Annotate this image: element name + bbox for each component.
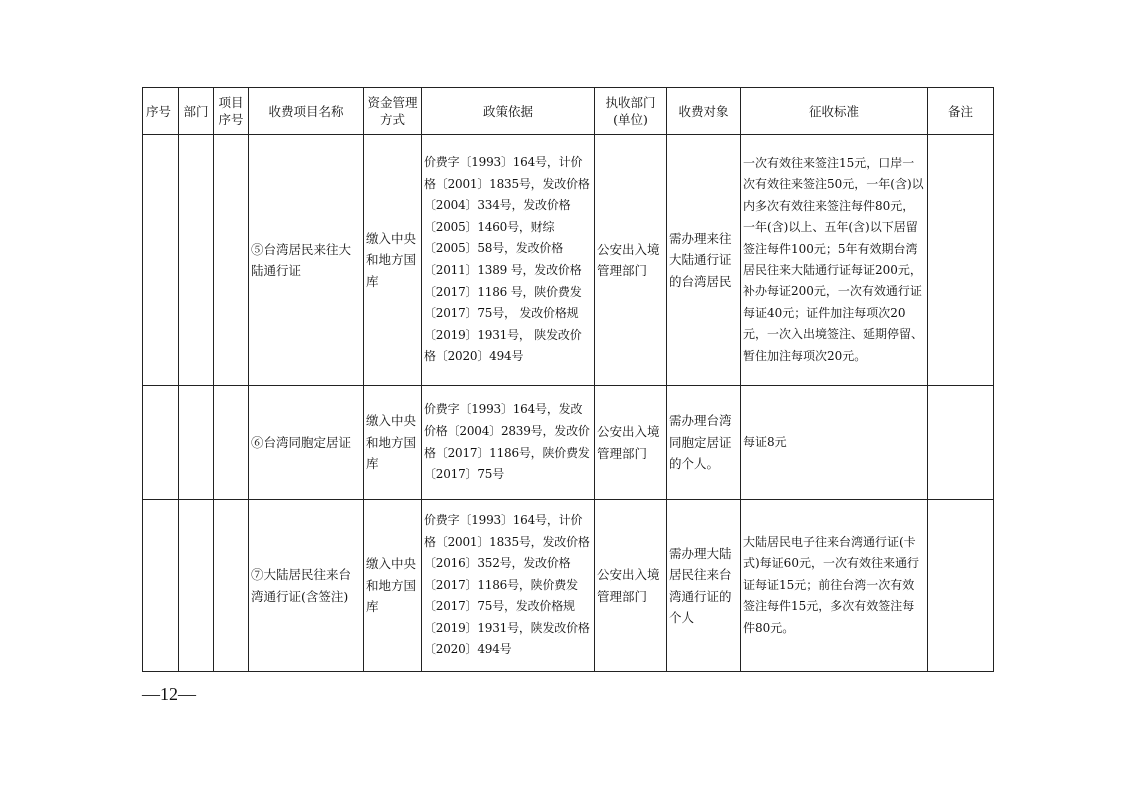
cell-fund: 缴入中央和地方国库	[364, 386, 422, 500]
header-policy: 政策依据	[422, 88, 595, 135]
cell-name: ⑤台湾居民来往大陆通行证	[249, 135, 364, 386]
cell-remark	[928, 386, 994, 500]
cell-fund: 缴入中央和地方国库	[364, 135, 422, 386]
header-fund: 资金管理方式	[364, 88, 422, 135]
cell-target: 需办理大陆居民往来台湾通行证的个人	[667, 500, 741, 672]
cell-name: ⑥台湾同胞定居证	[249, 386, 364, 500]
table-row	[143, 135, 994, 386]
header-row	[143, 88, 994, 135]
cell-standard: 每证8元	[741, 386, 928, 500]
fee-table	[142, 87, 994, 672]
cell-fund: 缴入中央和地方国库	[364, 500, 422, 672]
header-name: 收费项目名称	[249, 88, 364, 135]
header-seq: 序号	[143, 88, 179, 135]
table-row	[143, 500, 994, 672]
header-dept: 部门	[179, 88, 214, 135]
cell-item-no	[214, 135, 249, 386]
table-row	[143, 386, 994, 500]
cell-name: ⑦大陆居民往来台湾通行证(含签注)	[249, 500, 364, 672]
cell-policy: 价费字〔1993〕164号，计价格〔2001〕1835号，发改价格〔2016〕352号，发改价格〔2017〕1186号，陕价费发〔2017〕75号，发改价格规〔2019〕1931号，陕发改价格〔2020〕494号	[422, 500, 595, 672]
cell-policy: 价费字〔1993〕164号，发改价格〔2004〕2839号，发改价格〔2017〕1186号，陕价费发〔2017〕75号	[422, 386, 595, 500]
page-number: —12—	[142, 684, 196, 704]
cell-dept	[179, 386, 214, 500]
cell-remark	[928, 500, 994, 672]
cell-item-no	[214, 500, 249, 672]
cell-target: 需办理来往大陆通行证的台湾居民	[667, 135, 741, 386]
header-item-no: 项目序号	[214, 88, 249, 135]
header-standard: 征收标准	[741, 88, 928, 135]
cell-dept	[179, 135, 214, 386]
cell-remark	[928, 135, 994, 386]
cell-seq	[143, 135, 179, 386]
cell-seq	[143, 500, 179, 672]
cell-unit: 公安出入境管理部门	[595, 386, 667, 500]
header-target: 收费对象	[667, 88, 741, 135]
header-unit: 执收部门(单位)	[595, 88, 667, 135]
cell-policy: 价费字〔1993〕164号，计价格〔2001〕1835号，发改价格〔2004〕334号，发改价格〔2005〕1460号，财综〔2005〕58号，发改价格〔2011〕1389 号，发改价格〔2017〕1186 号，陕价费发〔2017〕75号， 发改价格规〔2019〕1931号， 陕发改价格〔2020〕494号	[422, 135, 595, 386]
cell-dept	[179, 500, 214, 672]
cell-unit: 公安出入境管理部门	[595, 500, 667, 672]
cell-unit: 公安出入境管理部门	[595, 135, 667, 386]
cell-seq	[143, 386, 179, 500]
header-remark: 备注	[928, 88, 994, 135]
cell-standard: 一次有效往来签注15元，口岸一次有效往来签注50元，一年(含)以内多次有效往来签注每件80元，一年(含)以上、五年(含)以下居留签注每件100元；5年有效期台湾居民往来大陆通行证每证200元，补办每证200元，一次有效通行证每证40元；证件加注每项次20元，一次入出境签注、延期停留、暂住加注每项次20元。	[741, 135, 928, 386]
cell-target: 需办理台湾同胞定居证的个人。	[667, 386, 741, 500]
cell-item-no	[214, 386, 249, 500]
cell-standard: 大陆居民电子往来台湾通行证(卡式)每证60元，一次有效往来通行证每证15元；前往台湾一次有效签注每件15元，多次有效签注每件80元。	[741, 500, 928, 672]
